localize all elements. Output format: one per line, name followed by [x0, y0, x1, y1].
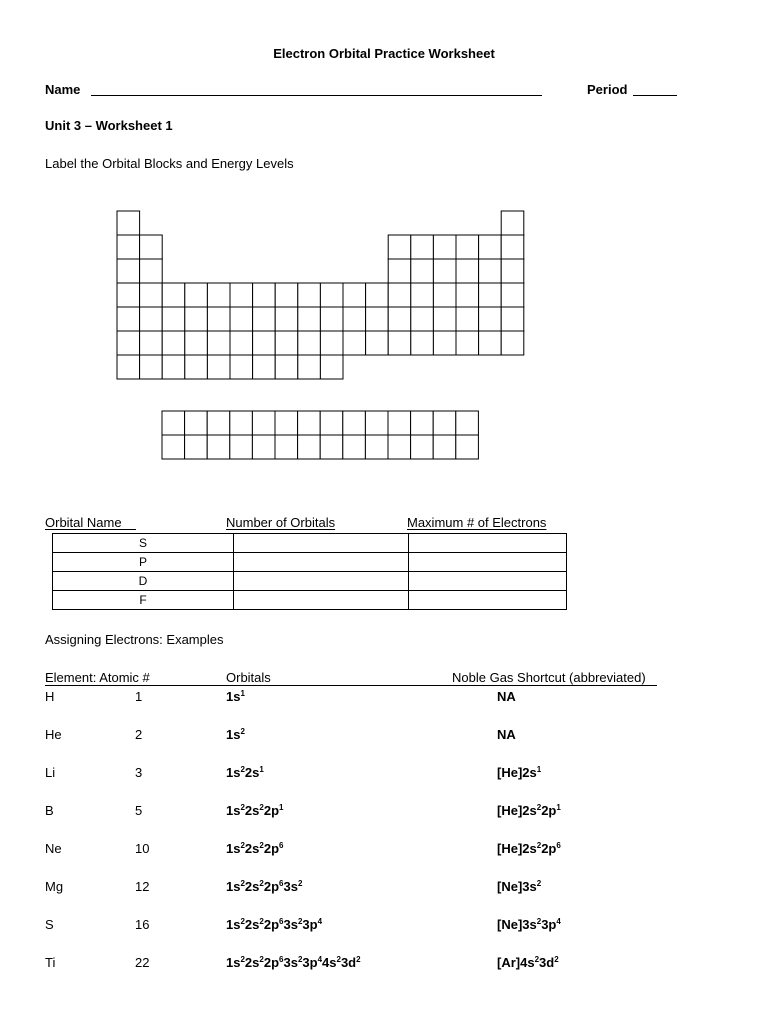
periodic-table-cell[interactable]	[253, 307, 276, 331]
electron-configuration: $1s^2$	[226, 727, 245, 742]
periodic-table-cell[interactable]	[140, 283, 163, 307]
periodic-table-cell[interactable]	[411, 331, 434, 355]
periodic-table-cell[interactable]	[388, 283, 411, 307]
f-block-cell[interactable]	[433, 435, 456, 459]
periodic-table-cell[interactable]	[275, 307, 298, 331]
f-block-cell[interactable]	[411, 435, 434, 459]
periodic-table-cell[interactable]	[456, 283, 479, 307]
max-electrons-header: Maximum # of Electrons	[407, 515, 547, 530]
f-block-cell[interactable]	[320, 435, 343, 459]
f-block-cell[interactable]	[185, 411, 208, 435]
f-block-cell[interactable]	[343, 411, 366, 435]
electron-configuration: $1s^22s^22p^63s^2$	[226, 879, 303, 894]
periodic-table-cell[interactable]	[433, 259, 456, 283]
element-symbol: He	[45, 727, 62, 742]
periodic-table-cell[interactable]	[298, 331, 321, 355]
noble-gas-shortcut: $[He]2s^22p^6$	[497, 841, 561, 856]
instruction-text: Label the Orbital Blocks and Energy Levels	[45, 156, 294, 171]
element-symbol: H	[45, 689, 55, 704]
periodic-table-cell[interactable]	[298, 283, 321, 307]
periodic-table-cell[interactable]	[117, 259, 140, 283]
periodic-table-cell[interactable]	[433, 307, 456, 331]
atomic-number: 12	[135, 879, 150, 894]
examples-header-underline	[45, 685, 657, 686]
periodic-table-cell[interactable]	[456, 307, 479, 331]
atomic-number: 5	[135, 803, 143, 818]
atomic-number: 2	[135, 727, 143, 742]
periodic-table-cell[interactable]	[479, 235, 502, 259]
periodic-table-cell[interactable]	[140, 235, 163, 259]
atomic-number: 1	[135, 689, 143, 704]
electron-configuration: $1s^22s^22p^63s^23p^4$	[226, 917, 323, 932]
periodic-table-cell[interactable]	[185, 355, 208, 379]
periodic-table-cell[interactable]	[479, 307, 502, 331]
periodic-table-cell[interactable]	[456, 259, 479, 283]
examples-heading: Assigning Electrons: Examples	[45, 632, 224, 647]
table-row	[53, 591, 567, 610]
periodic-table-cell[interactable]	[366, 331, 389, 355]
worksheet-title: Electron Orbital Practice Worksheet	[273, 46, 495, 61]
name-label: Name	[45, 82, 81, 97]
electron-configuration: $1s^22s^1$	[226, 765, 264, 780]
periodic-table-cell[interactable]	[117, 211, 140, 235]
periodic-table-cell[interactable]	[230, 307, 253, 331]
periodic-table-cell[interactable]	[388, 235, 411, 259]
periodic-table-cell[interactable]	[456, 331, 479, 355]
unit-label: Unit 3 – Worksheet 1	[45, 118, 173, 133]
electron-configuration: $1s^1$	[226, 689, 245, 704]
periodic-table-cell[interactable]	[388, 259, 411, 283]
noble-gas-shortcut: $[He]2s^1$	[497, 765, 542, 780]
atomic-number: 16	[135, 917, 150, 932]
example-row	[0, 879, 768, 899]
periodic-table-cell[interactable]	[117, 331, 140, 355]
orbitals-header: Orbitals	[226, 670, 271, 685]
periodic-table-cell[interactable]	[117, 307, 140, 331]
f-block-cell[interactable]	[207, 411, 230, 435]
element-atomic-header: Element: Atomic #	[45, 670, 150, 685]
electron-configuration: $1s^22s^22p^6$	[226, 841, 284, 856]
periodic-table-cell[interactable]	[411, 259, 434, 283]
periodic-table-cell[interactable]	[433, 235, 456, 259]
orbitals-count-cell[interactable]	[234, 553, 409, 572]
periodic-table-cell[interactable]	[366, 307, 389, 331]
f-block-cell[interactable]	[456, 411, 479, 435]
periodic-table-cell[interactable]	[275, 331, 298, 355]
periodic-table-cell[interactable]	[117, 235, 140, 259]
periodic-table-cell[interactable]	[185, 283, 208, 307]
example-row	[0, 803, 768, 823]
periodic-table-cell[interactable]	[479, 331, 502, 355]
periodic-table-cell[interactable]	[479, 259, 502, 283]
periodic-table-cell[interactable]	[162, 331, 185, 355]
periodic-table-cell[interactable]	[501, 235, 524, 259]
period-field[interactable]	[633, 95, 677, 96]
example-row	[0, 841, 768, 861]
f-block-cell[interactable]	[343, 435, 366, 459]
periodic-table-cell[interactable]	[343, 331, 366, 355]
f-block-cell[interactable]	[320, 411, 343, 435]
periodic-table-cell[interactable]	[366, 283, 389, 307]
periodic-table-cell[interactable]	[230, 355, 253, 379]
periodic-table-cell[interactable]	[253, 283, 276, 307]
orbital-name-cell: F	[53, 591, 234, 610]
f-block-cell[interactable]	[207, 435, 230, 459]
orbitals-count-cell[interactable]	[234, 534, 409, 553]
periodic-table-cell[interactable]	[433, 283, 456, 307]
periodic-table-cell[interactable]	[501, 259, 524, 283]
periodic-table-cell[interactable]	[320, 331, 343, 355]
periodic-table-cell[interactable]	[479, 283, 502, 307]
name-field[interactable]	[91, 95, 542, 96]
noble-gas-shortcut: NA	[497, 727, 516, 742]
periodic-table-cell[interactable]	[140, 259, 163, 283]
periodic-table-cell[interactable]	[411, 307, 434, 331]
periodic-table-cell[interactable]	[140, 355, 163, 379]
f-block-cell[interactable]	[388, 411, 411, 435]
atomic-number: 22	[135, 955, 150, 970]
periodic-table-cell[interactable]	[230, 283, 253, 307]
f-block-cell[interactable]	[162, 435, 185, 459]
f-block-cell[interactable]	[252, 435, 275, 459]
blank-periodic-table	[0, 0, 768, 480]
periodic-table-cell[interactable]	[501, 283, 524, 307]
max-electrons-cell[interactable]	[409, 572, 567, 591]
noble-gas-shortcut: $[Ne]3s^23p^4$	[497, 917, 561, 932]
example-row	[0, 917, 768, 937]
f-block-cell[interactable]	[388, 435, 411, 459]
periodic-table-cell[interactable]	[185, 307, 208, 331]
periodic-table-cell[interactable]	[162, 283, 185, 307]
orbitals-count-cell[interactable]	[234, 572, 409, 591]
periodic-table-cell[interactable]	[501, 307, 524, 331]
atomic-number: 10	[135, 841, 150, 856]
noble-gas-header: Noble Gas Shortcut (abbreviated)	[452, 670, 646, 685]
periodic-table-cell[interactable]	[162, 355, 185, 379]
table-row	[53, 572, 567, 591]
f-block-cell[interactable]	[275, 435, 298, 459]
f-block-cell[interactable]	[185, 435, 208, 459]
orbital-name-cell: P	[53, 553, 234, 572]
f-block-cell[interactable]	[230, 411, 253, 435]
periodic-table-cell[interactable]	[275, 355, 298, 379]
f-block-cell[interactable]	[365, 411, 388, 435]
noble-gas-shortcut: $[He]2s^22p^1$	[497, 803, 561, 818]
periodic-table-cell[interactable]	[433, 331, 456, 355]
orbital-name-cell: S	[53, 534, 234, 553]
element-symbol: Li	[45, 765, 56, 780]
f-block-cell[interactable]	[162, 411, 185, 435]
max-electrons-cell[interactable]	[409, 591, 567, 610]
periodic-table-cell[interactable]	[388, 331, 411, 355]
example-row	[0, 765, 768, 785]
periodic-table-cell[interactable]	[320, 355, 343, 379]
max-electrons-cell[interactable]	[409, 534, 567, 553]
example-row	[0, 689, 768, 709]
periodic-table-cell[interactable]	[320, 283, 343, 307]
noble-gas-shortcut: NA	[497, 689, 516, 704]
f-block-cell[interactable]	[252, 411, 275, 435]
periodic-table-cell[interactable]	[501, 211, 524, 235]
electron-configuration: $1s^22s^22p^1$	[226, 803, 284, 818]
periodic-table-cell[interactable]	[298, 307, 321, 331]
periodic-table-cell[interactable]	[275, 283, 298, 307]
periodic-table-cell[interactable]	[343, 283, 366, 307]
max-electrons-cell[interactable]	[409, 553, 567, 572]
f-block-cell[interactable]	[275, 411, 298, 435]
periodic-table-cell[interactable]	[298, 355, 321, 379]
periodic-table-cell[interactable]	[253, 331, 276, 355]
number-of-orbitals-header: Number of Orbitals	[226, 515, 336, 530]
electron-configuration: $1s^22s^22p^63s^23p^44s^23d^2$	[226, 955, 361, 970]
orbital-table	[52, 533, 567, 610]
periodic-table-cell[interactable]	[185, 331, 208, 355]
example-row	[0, 955, 768, 975]
element-symbol: B	[45, 803, 54, 818]
periodic-table-cell[interactable]	[207, 355, 230, 379]
periodic-table-cell[interactable]	[207, 307, 230, 331]
orbital-name-header: Orbital Name	[45, 515, 122, 530]
table-row	[53, 534, 567, 553]
periodic-table-cell[interactable]	[411, 283, 434, 307]
periodic-table-cell[interactable]	[230, 331, 253, 355]
f-block-cell[interactable]	[230, 435, 253, 459]
periodic-table-cell[interactable]	[343, 307, 366, 331]
element-symbol: Ne	[45, 841, 62, 856]
table-row	[53, 553, 567, 572]
element-symbol: Ti	[45, 955, 56, 970]
periodic-table-cell[interactable]	[207, 331, 230, 355]
example-row	[0, 727, 768, 747]
f-block-cell[interactable]	[365, 435, 388, 459]
periodic-table-cell[interactable]	[411, 235, 434, 259]
period-label: Period	[587, 82, 628, 97]
orbital-name-header-underline	[45, 529, 136, 530]
periodic-table-cell[interactable]	[162, 307, 185, 331]
periodic-table-cell[interactable]	[501, 331, 524, 355]
periodic-table-cell[interactable]	[117, 355, 140, 379]
periodic-table-cell[interactable]	[456, 235, 479, 259]
orbitals-count-cell[interactable]	[234, 591, 409, 610]
periodic-table-cell[interactable]	[117, 283, 140, 307]
noble-gas-shortcut: $[Ne]3s^2$	[497, 879, 542, 894]
periodic-table-cell[interactable]	[253, 355, 276, 379]
noble-gas-shortcut: $[Ar]4s^23d^2$	[497, 955, 559, 970]
periodic-table-cell[interactable]	[320, 307, 343, 331]
element-symbol: Mg	[45, 879, 64, 894]
f-block-cell[interactable]	[298, 435, 321, 459]
orbital-name-cell: D	[53, 572, 234, 591]
f-block-cell[interactable]	[456, 435, 479, 459]
f-block-cell[interactable]	[298, 411, 321, 435]
f-block-cell[interactable]	[433, 411, 456, 435]
periodic-table-cell[interactable]	[207, 283, 230, 307]
element-symbol: S	[45, 917, 54, 932]
periodic-table-cell[interactable]	[388, 307, 411, 331]
atomic-number: 3	[135, 765, 143, 780]
f-block-cell[interactable]	[411, 411, 434, 435]
periodic-table-cell[interactable]	[140, 307, 163, 331]
periodic-table-cell[interactable]	[140, 331, 163, 355]
